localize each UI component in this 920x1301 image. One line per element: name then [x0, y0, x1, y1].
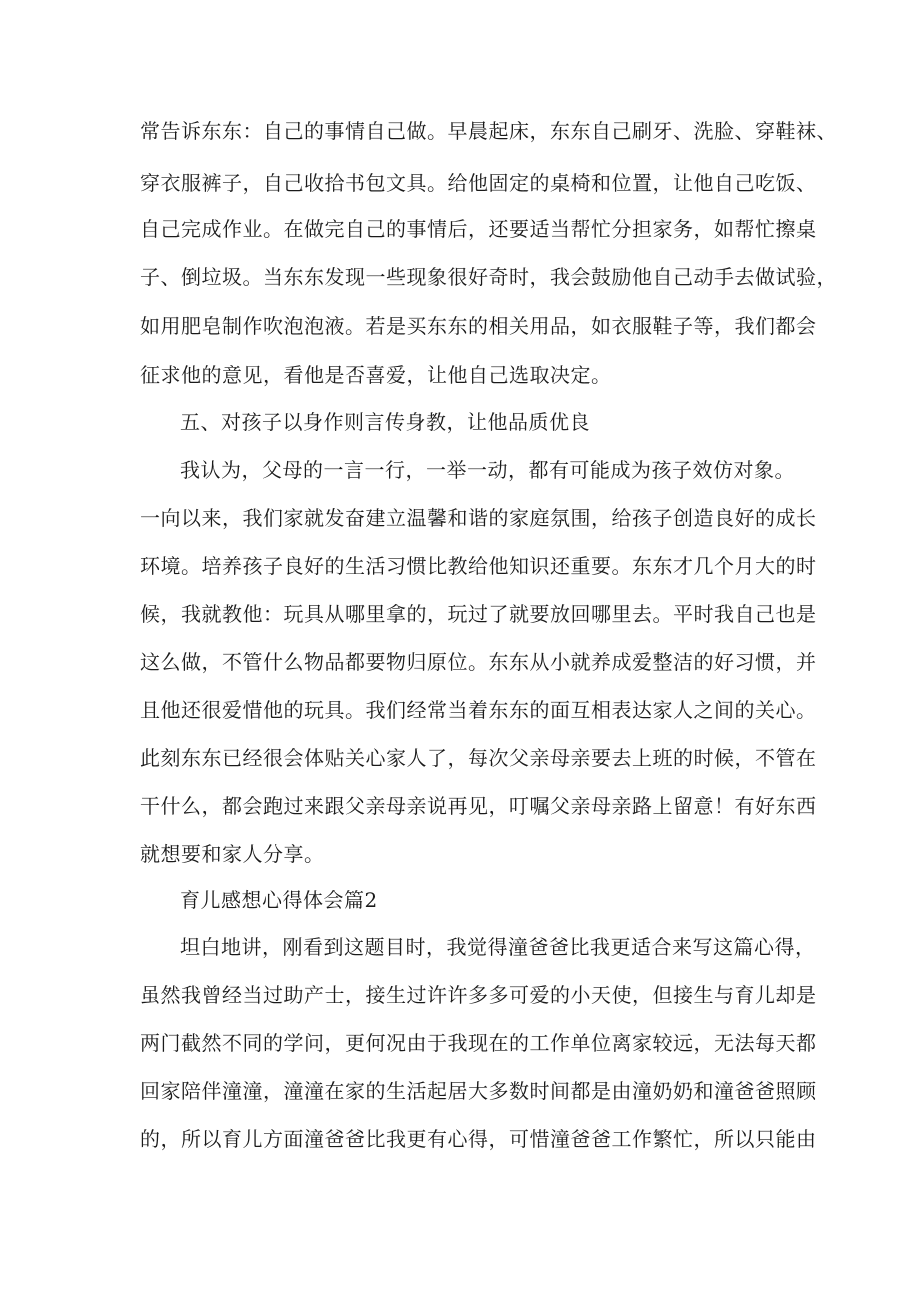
paragraph-line: 候，我就教他：玩具从哪里拿的，玩过了就要放回哪里去。平时我自己也是 [140, 602, 817, 626]
section-heading: 五、对孩子以身作则言传身教，让他品质优良 [180, 410, 590, 434]
paragraph-line: 环境。培养孩子良好的生活习惯比教给他知识还重要。东东才几个月大的时 [140, 554, 817, 578]
paragraph-line: 常告诉东东：自己的事情自己做。早晨起床，东东自己刷牙、洗脸、穿鞋袜、 [140, 119, 837, 143]
paragraph-line: 这么做，不管什么物品都要物归原位。东东从小就养成爱整洁的好习惯，并 [140, 650, 817, 674]
paragraph-line: 我认为，父母的一言一行，一举一动，都有可能成为孩子效仿对象。 [180, 458, 795, 482]
paragraph-line: 一向以来，我们家就发奋建立温馨和谐的家庭氛围，给孩子创造良好的成长 [140, 506, 817, 530]
paragraph-line: 穿衣服裤子，自己收拾书包文具。给他固定的桌椅和位置，让他自己吃饭、 [140, 171, 817, 195]
paragraph-line: 坦白地讲，刚看到这题目时，我觉得潼爸爸比我更适合来写这篇心得， [180, 935, 816, 959]
paragraph-line: 回家陪伴潼潼，潼潼在家的生活起居大多数时间都是由潼奶奶和潼爸爸照顾 [140, 1079, 817, 1103]
article-title: 育儿感想心得体会篇2 [180, 888, 378, 912]
paragraph-line: 干什么，都会跑过来跟父亲母亲说再见，叮嘱父亲母亲路上留意！有好东西 [140, 794, 817, 818]
paragraph-line: 子、倒垃圾。当东东发现一些现象很好奇时，我会鼓励他自己动手去做试验， [140, 265, 837, 289]
paragraph-line: 虽然我曾经当过助产士，接生过许许多多可爱的小天使，但接生与育儿却是 [140, 983, 817, 1007]
paragraph-line: 征求他的意见，看他是否喜爱，让他自己选取决定。 [140, 363, 612, 387]
paragraph-line: 且他还很爱惜他的玩具。我们经常当着东东的面互相表达家人之间的关心。 [140, 698, 817, 722]
paragraph-line: 此刻东东已经很会体贴关心家人了，每次父亲母亲要去上班的时候，不管在 [140, 746, 817, 770]
paragraph-line: 自己完成作业。在做完自己的事情后，还要适当帮忙分担家务，如帮忙擦桌 [140, 217, 817, 241]
paragraph-line: 如用肥皂制作吹泡泡液。若是买东东的相关用品，如衣服鞋子等，我们都会 [140, 314, 817, 338]
paragraph-line: 两门截然不同的学问，更何况由于我现在的工作单位离家较远，无法每天都 [140, 1031, 817, 1055]
paragraph-line: 的，所以育儿方面潼爸爸比我更有心得，可惜潼爸爸工作繁忙，所以只能由 [140, 1127, 817, 1151]
paragraph-line: 就想要和家人分享。 [140, 842, 325, 866]
